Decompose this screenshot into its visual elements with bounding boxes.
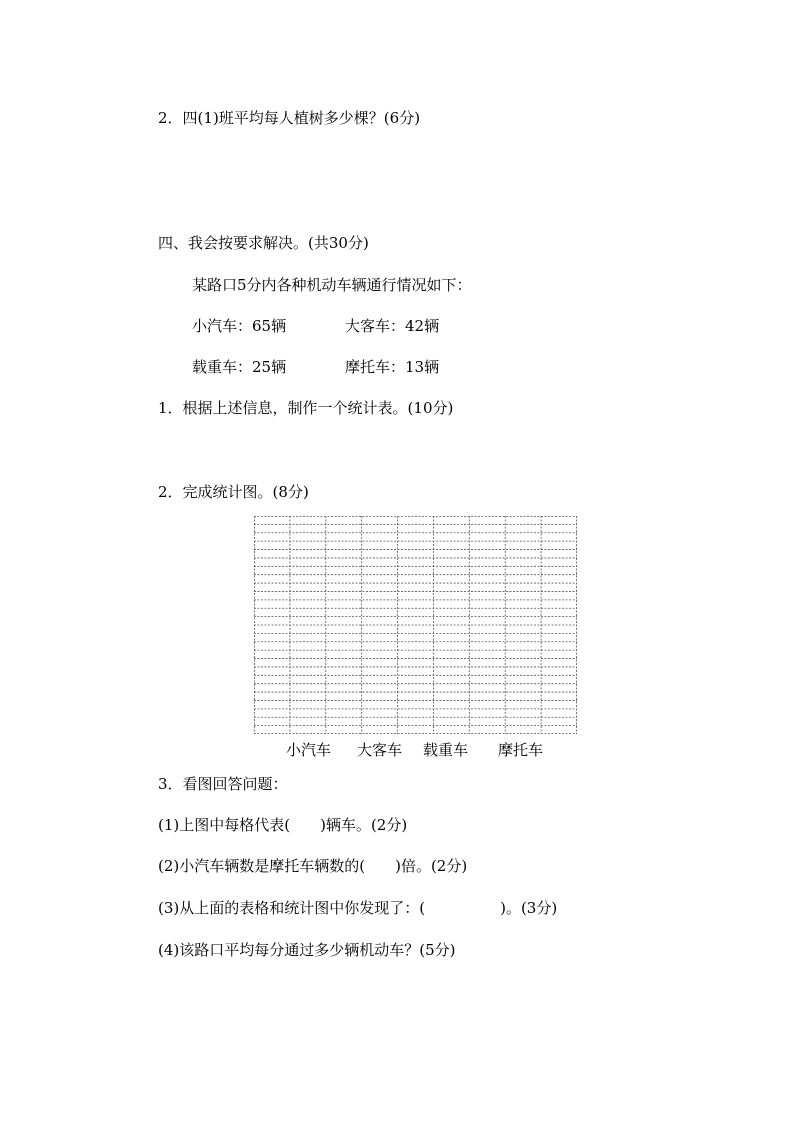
category-label-motorcycle: 摩托车 — [498, 741, 544, 759]
category-label-car: 小汽车 — [286, 741, 332, 759]
question-3-heading: 3．看图回答问题： — [158, 775, 288, 793]
question-2-complete-chart: 2．完成统计图。(8分) — [158, 483, 309, 501]
section-4-intro: 某路口5分内各种机动车辆通行情况如下： — [192, 276, 472, 294]
item-motorcycle-count: 摩托车：13辆 — [345, 358, 440, 376]
category-label-bus: 大客车 — [357, 741, 403, 759]
question-3-part-2: (2)小汽车辆数是摩托车辆数的( )倍。(2分) — [158, 857, 468, 875]
question-3-part-4: (4)该路口平均每分通过多少辆机动车？(5分) — [158, 941, 456, 959]
question-3-part-3: (3)从上面的表格和统计图中你发现了：( )。(3分) — [158, 899, 558, 917]
item-truck-count: 载重车：25辆 — [192, 358, 287, 376]
item-bus-count: 大客车：42辆 — [345, 317, 440, 335]
chart-grid-svg — [254, 516, 577, 734]
chart-grid[interactable] — [254, 516, 577, 734]
question-3-part-1: (1)上图中每格代表( )辆车。(2分) — [158, 816, 408, 834]
section-4-heading: 四、我会按要求解决。(共30分) — [158, 234, 369, 252]
question-1-make-table: 1．根据上述信息，制作一个统计表。(10分) — [158, 399, 454, 417]
item-car-count: 小汽车：65辆 — [192, 317, 287, 335]
category-label-truck: 载重车 — [423, 741, 469, 759]
question-2-average-trees: 2．四(1)班平均每人植树多少棵？(6分) — [158, 109, 421, 127]
